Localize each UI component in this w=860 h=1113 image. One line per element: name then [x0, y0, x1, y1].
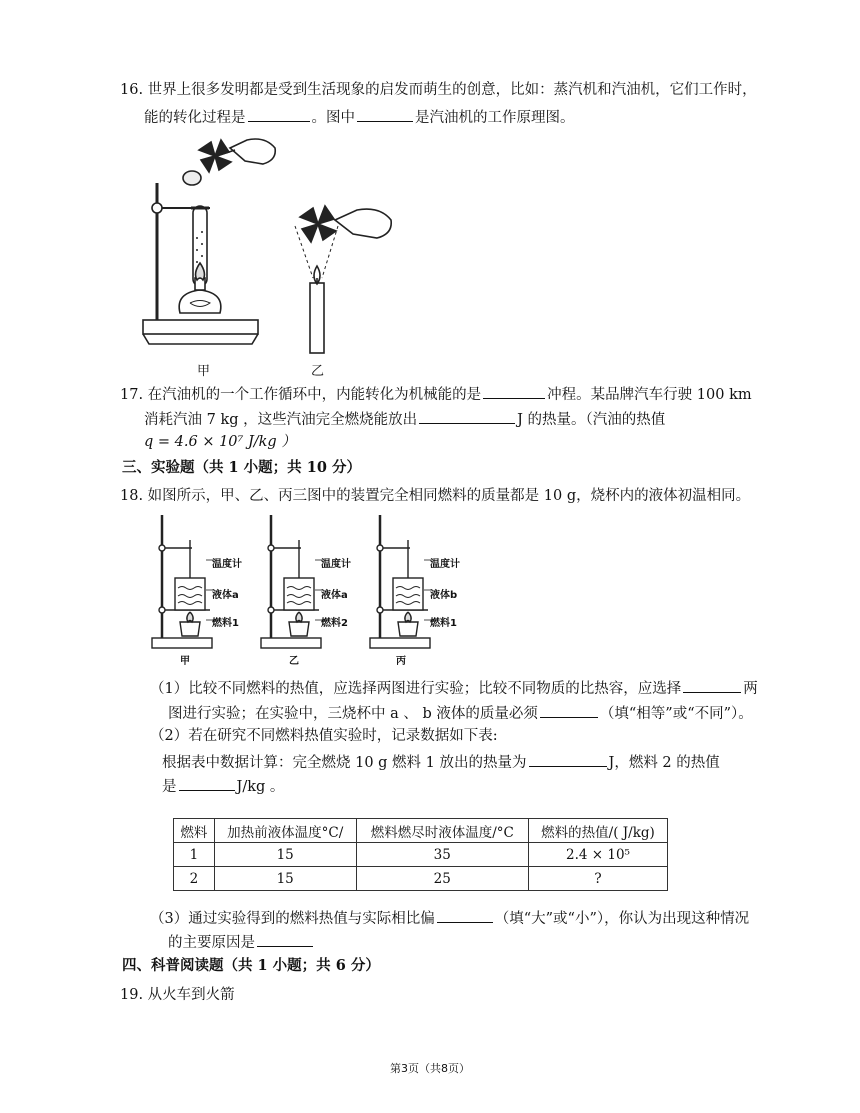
- q18-p1-text-a: （1）比较不同燃料的热值，应选择两图进行实验；比较不同物质的比热容，应选择: [150, 681, 682, 697]
- apparatus-3: [370, 515, 432, 648]
- fig1-fuel-label: 燃料1: [212, 618, 239, 629]
- q17-blank-1: [483, 383, 545, 399]
- q18-intro: 18. 如图所示，甲、乙、丙三图中的装置完全相同燃料的质量都是 10 g，烧杯内的液体初温相同。: [120, 488, 751, 504]
- q17-line3: q = 4.6 × 10⁷ J/kg ）: [144, 434, 296, 450]
- fig1-liquid-label: 液体a: [212, 590, 239, 601]
- q18-p3-blank-2: [257, 931, 313, 947]
- q18-p1-text-b: 两: [743, 681, 758, 697]
- q17-text-d: J 的热量。（汽油的热值: [517, 412, 666, 428]
- table-cell: 15: [214, 867, 356, 891]
- table-cell: 35: [356, 843, 528, 867]
- fig1-thermo-label: 温度计: [212, 559, 242, 570]
- q16-line2: [144, 106, 575, 128]
- q16-text-b: 。图中: [311, 110, 355, 126]
- q18-p1-blank-1: [683, 677, 741, 693]
- fig2-liquid-label: 液体a: [321, 590, 348, 601]
- table-header: 燃料: [174, 819, 215, 843]
- q18-p1-line1: [150, 677, 758, 699]
- fig3-thermo-label: 温度计: [430, 559, 460, 570]
- fig1-caption: 甲: [180, 656, 190, 667]
- apparatus-1: [152, 515, 214, 648]
- table-cell: 2: [174, 867, 215, 891]
- q18-p3-text-a: （3）通过实验得到的燃料热值与实际相比偏: [150, 911, 435, 927]
- q16-figure: [135, 128, 405, 358]
- table-row: [174, 843, 668, 867]
- q18-p1-text-c: 图进行实验；在实验中，三烧杯中 a 、 b 液体的质量必须: [168, 706, 538, 722]
- q18-p2-text-b: J，燃料 2 的热值: [608, 755, 720, 771]
- section4-title: 四、科普阅读题（共 1 小题；共 6 分）: [122, 957, 380, 974]
- q18-p1-text-d: （填“相等”或“不同”）。: [599, 706, 753, 722]
- q16-fig-label-yi: 乙: [311, 364, 325, 379]
- q19-title: 19. 从火车到火箭: [120, 987, 235, 1003]
- fig2-fuel-label: 燃料2: [321, 618, 348, 629]
- q16-blank-2: [357, 106, 413, 122]
- table-cell: 25: [356, 867, 528, 891]
- q18-p2-line1: （2）若在研究不同燃料热值实验时，记录数据如下表:: [150, 728, 498, 744]
- q17-line2: [144, 408, 665, 430]
- q16-line1: 16. 世界上很多发明都是受到生活现象的启发而萌生的创意，比如：蒸汽机和汽油机，它们工作时，: [120, 82, 757, 98]
- q18-p3-blank-1: [437, 907, 493, 923]
- q16-text-c: 是汽油机的工作原理图。: [415, 110, 575, 126]
- q18-p1-line2: [168, 702, 753, 724]
- table-header: 燃料燃尽时液体温度/°C: [356, 819, 528, 843]
- q18-p3-text-c: 的主要原因是: [168, 935, 255, 951]
- table-cell: 1: [174, 843, 215, 867]
- q18-p1-blank-2: [540, 702, 598, 718]
- q17-text-c: 消耗汽油 7 kg ，这些汽油完全燃烧能放出: [144, 412, 418, 428]
- q16-text-a: 能的转化过程是: [144, 110, 246, 126]
- table-header-row: [174, 819, 668, 843]
- q18-p3-line2: [168, 931, 315, 953]
- q18-p2-text-d: J/kg 。: [236, 779, 285, 795]
- table-cell: 15: [214, 843, 356, 867]
- fig3-caption: 丙: [396, 656, 406, 667]
- fig2-caption: 乙: [289, 656, 299, 667]
- q18-data-table: [173, 818, 668, 891]
- q17-text-a: 17. 在汽油机的一个工作循环中，内能转化为机械能的是: [120, 387, 482, 403]
- table-row: [174, 867, 668, 891]
- q17-line1: [120, 383, 752, 405]
- fig2-thermo-label: 温度计: [321, 559, 351, 570]
- table-cell: 2.4 × 10⁵: [528, 843, 667, 867]
- q18-p3-text-b: （填“大”或“小”），你认为出现这种情况: [494, 911, 750, 927]
- table-header: 加热前液体温度°C/: [214, 819, 356, 843]
- section3-title: 三、实验题（共 1 小题；共 10 分）: [122, 459, 361, 476]
- q18-p2-line3: [162, 775, 284, 797]
- q16-blank-1: [248, 106, 310, 122]
- table-cell: ?: [528, 867, 667, 891]
- q18-p2-text-c: 是: [162, 779, 177, 795]
- q16-fig-label-jia: 甲: [197, 364, 211, 379]
- q18-p3-line1: [150, 907, 749, 929]
- apparatus-2: [261, 515, 323, 648]
- q17-text-b: 冲程。某品牌汽车行驶 100 km: [547, 387, 752, 403]
- q18-p2-text-a: 根据表中数据计算：完全燃烧 10 g 燃料 1 放出的热量为: [162, 755, 527, 771]
- q18-p2-blank-1: [529, 751, 607, 767]
- q18-p2-blank-2: [179, 775, 235, 791]
- fig3-liquid-label: 液体b: [430, 590, 458, 601]
- q18-p2-line2: [162, 751, 720, 773]
- table-header: 燃料的热值/( J/kg): [528, 819, 667, 843]
- page-footer: 第3页（共8页）: [390, 1062, 470, 1075]
- q18-figure: [150, 510, 470, 670]
- q17-blank-2: [419, 408, 515, 424]
- fig3-fuel-label: 燃料1: [430, 618, 457, 629]
